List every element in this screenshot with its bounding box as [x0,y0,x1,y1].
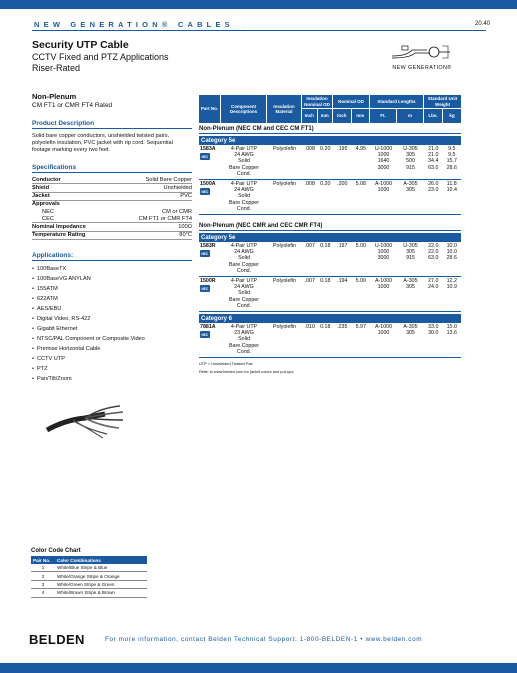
part-number [199,243,221,274]
weight-lbs-value: 21.0 [428,152,439,159]
spec-value: PVC [180,193,192,200]
spec-row [32,208,192,215]
weight-lbs-value: 63.0 [428,255,439,262]
weight-kg [443,181,462,212]
rows-container [199,323,461,358]
part-number [199,324,221,355]
list-item: • NTSC/PAL Component or Composite Video [32,334,192,344]
od-mm: 0.18 [320,324,331,331]
table-row [199,242,461,277]
spec-key: Conductor [32,176,61,183]
insulation-material: Polyolefin [273,278,296,285]
description-line: Cond. [236,348,252,355]
length-ft [370,146,397,177]
unit-header: Ft. [370,109,397,123]
rows-container [199,277,461,312]
list-item: • Gigabit Ethernet [32,324,192,334]
weight-lbs-value: 21.0 [428,146,439,152]
standard-lengths [370,146,424,177]
nominal-od [333,324,370,355]
nec-badge: NEC [201,332,209,337]
length-m-value: 305 [406,249,415,256]
color-combo: White/Brown Stripe & Brown [55,589,147,597]
rows-container [199,242,461,277]
col-header: Standard Lengths [370,95,423,109]
insulation-od [302,324,333,355]
weight-kg-value: 11.8 [446,181,457,188]
length-ft [370,243,397,274]
weight-kg [443,278,462,309]
weight-kg [443,146,462,177]
od-mm: 0.18 [320,278,331,285]
category-bar: Category 5e [199,136,461,145]
product-table [199,95,461,374]
length-m [397,324,424,355]
cable-graphic-icon [382,42,462,64]
part-number [199,181,221,212]
brand-line: NEW GENERATION® CABLES [34,20,234,29]
od-inch: .007 [304,243,315,250]
weight-lbs-value: 24.0 [428,284,439,291]
od-mm: 0.20 [320,181,331,188]
length-ft-value: 1640 [377,158,390,165]
insulation-od [302,146,333,177]
description-line: Bare Copper [228,199,260,206]
length-ft-value: A-1000 [374,181,393,188]
list-item: • Pan/Tilt/Zoom [32,374,192,384]
unit-header: m [407,113,412,119]
nominal-od [333,243,370,274]
list-item: • Digital Video, RS-422 [32,314,192,324]
table-row [199,323,461,358]
weight-lbs-value: 22.0 [428,243,439,250]
spec-value [112,200,192,208]
weight-lbs [424,146,443,177]
spec-row [32,223,192,231]
length-m-value: 305 [406,187,415,194]
table-row [31,589,147,597]
product-description-section [32,120,192,154]
component-description [221,278,267,309]
part-number-text: 1583A [200,146,216,152]
weight-kg [443,243,462,274]
new-generation-logo [382,42,462,71]
spec-row [32,184,192,192]
rows-container [199,180,461,215]
color-code-chart [31,548,147,598]
belden-logo: BELDEN [29,632,85,647]
component-description [221,146,267,177]
category-bar: Category 6 [199,314,461,323]
description-line: Bare Copper [228,164,260,171]
table-row [199,145,461,180]
category-bar: Category 5e [199,233,461,242]
description-line: 4-Pair UTP [230,278,258,285]
length-ft-value: 1000 [377,330,390,337]
insulation-material: Polyolefin [273,146,296,152]
col-header: Pair No. [31,556,55,564]
length-m-value: 305 [406,330,415,337]
group-title: Non-Plenum (NEC CM and CEC CM FT1) [199,126,461,134]
list-item: • 100BaseTX [32,264,192,274]
description-line: 4-Pair UTP [230,181,258,188]
length-m-value: 915 [406,255,415,262]
length-m-value: 915 [406,164,415,171]
standard-lengths [370,324,424,355]
product-table-header [199,95,461,123]
description-line: Solid [238,158,250,165]
description-line: 4-Pair UTP [230,146,258,152]
specifications-table [32,176,192,240]
col-header: Color Combinations [55,556,147,564]
description-line: Bare Copper [228,342,260,349]
od-mm: 4.95 [355,146,366,152]
subtitle-line: Riser-Rated [32,63,81,73]
description-line: 23 AWG [234,330,254,337]
page-subtitle [32,52,169,74]
description-line: Cond. [236,205,252,212]
nec-badge: NEC [201,286,209,291]
description-line: Bare Copper [228,296,260,303]
pair-number: 3 [31,580,55,588]
col-header-group [424,95,461,123]
length-m-value: 305 [406,152,415,159]
table-row [199,277,461,312]
col-header: Part No. [199,95,221,123]
length-ft-value: 3000 [377,255,390,262]
weight-lbs-value: 23.0 [428,187,439,194]
spec-row [32,231,192,239]
color-combo: White/Blue Stripe & Blue [55,564,147,572]
product-description-text: Solid bare copper conductors, unshielded twisted pairs, polyolefin insulation, PVC jacket with rip cord. Sequential footage marking every two feet. [32,133,173,154]
spec-key: Jacket [32,193,50,200]
description-line: Cond. [236,170,252,177]
part-number-text: 1500R [200,278,216,285]
component-description [221,324,267,355]
part-number [199,278,221,309]
col-header-group [302,95,333,123]
length-ft-value: 1000 [377,249,390,256]
spec-row [32,192,192,200]
weight-lbs [424,181,443,212]
length-ft-value: U-1000 [374,146,393,152]
length-m-value: U-305 [403,146,418,152]
length-ft-value: A-1000 [374,278,393,285]
weight-kg-value: 28.6 [446,255,457,262]
standard-lengths [370,181,424,212]
weight-kg-value: 9.5 [448,152,456,159]
list-item: • AES/EBU [32,304,192,314]
section-heading: Applications: [32,252,192,261]
rows-container [199,145,461,180]
logo-text: NEW GENERATION® [392,65,452,71]
nec-badge: NEC [201,189,209,194]
length-ft-value: 3000 [377,164,390,171]
page-title: Security UTP Cable [32,39,129,51]
weight-kg-value: 15.7 [446,158,457,165]
pair-number: 1 [31,564,55,572]
spec-key: Nominal Impedance [32,224,86,230]
spec-key: Shield [32,185,50,192]
color-combo: White/Green Stripe & Green [55,580,147,588]
weight-kg-value: 10.0 [446,249,457,256]
part-number-text: 1583R [200,243,216,250]
nominal-od [333,278,370,309]
weight-lbs [424,324,443,355]
list-item: • 155ATM [32,284,192,294]
length-m-value: A-305 [403,278,418,285]
length-m-value: A-305 [403,324,418,331]
spec-key: NEC [42,208,55,215]
insulation-od [302,278,333,309]
od-mm: 5.00 [355,278,366,285]
weight-lbs-value: 33.0 [428,324,439,331]
unit-header: Inch [333,109,352,123]
unit-weight [424,146,461,177]
length-m [397,181,424,212]
unit-weight [424,278,461,309]
nonplenum-rating: CM FT1 or CMR FT4 Rated [32,102,113,109]
weight-lbs-value: 27.0 [428,278,439,285]
cable-photo-icon [45,400,125,440]
unit-header: mm [320,113,329,119]
weight-kg-value: 9.5 [448,146,456,152]
weight-kg-value: 10.4 [446,187,457,194]
weight-lbs [424,278,443,309]
od-inch: .197 [337,243,348,250]
section-heading: Specifications [32,164,192,173]
weight-lbs-value: 22.0 [428,249,439,256]
spec-value: CM or CMR [161,208,192,215]
insulation-material: Polyolefin [273,324,296,331]
list-item: • Premise Horizontal Cable [32,344,192,354]
color-code-heading: Color Code Chart [31,548,81,554]
description-line: 24 AWG [234,249,254,256]
unit-header: Inch [302,109,318,123]
weight-kg-value: 28.6 [446,164,457,171]
applications-list [32,264,192,384]
od-inch: .235 [337,324,348,331]
specifications-section [32,164,192,240]
table-row [31,580,147,588]
description-line: 4-Pair UTP [230,243,258,250]
weight-lbs-value: 30.0 [428,330,439,337]
unit-header: mm [356,113,365,119]
od-inch: .008 [304,146,315,152]
section-heading: Product Description [32,120,192,129]
color-combo: White/Orange Stripe & Orange [55,572,147,580]
length-ft-value: U-1000 [374,243,393,250]
od-inch: .008 [304,181,315,188]
pair-number: 4 [31,589,55,597]
pair-number: 2 [31,572,55,580]
col-header: Standard Unit Weight [424,95,461,109]
od-inch: .007 [304,278,315,285]
standard-lengths [370,243,424,274]
col-header: Component Descriptions [221,95,267,123]
col-header: Insulation Nominal OD [302,95,332,109]
od-mm: 5.97 [355,324,366,331]
list-item: • PTZ [32,364,192,374]
od-inch: .010 [304,324,315,331]
list-item: • CCTV UTP [32,354,192,364]
description-line: 24 AWG [234,187,254,194]
description-line: 24 AWG [234,152,254,159]
bottom-accent-bar [0,663,517,673]
component-description [221,243,267,274]
spec-key: Temperature Rating [32,232,86,239]
unit-header: Lbs. [424,109,443,123]
part-number-text: 1500A [200,181,216,188]
insulation-material: Polyolefin [273,181,296,188]
color-code-table [31,556,147,598]
col-header-group [333,95,370,123]
left-column [32,92,192,384]
length-ft [370,278,397,309]
spec-value: Solid Bare Copper [145,176,192,183]
length-m-value: U-305 [403,243,418,250]
weight-lbs [424,243,443,274]
length-ft-value: 1000 [377,152,390,159]
od-mm: 0.18 [320,243,331,250]
spec-row [32,215,192,223]
spec-row [32,200,192,208]
group-title: Non-Plenum (NEC CMR and CEC CMR FT4) [199,223,461,231]
table-footnote: Refer to www.belden.com for jacket colors and put-ups. [199,369,295,375]
nec-badge: NEC [201,251,209,256]
description-line: 4-Pair UTP [230,324,258,331]
length-m [397,278,424,309]
top-accent-bar [0,0,517,9]
od-mm: 5.08 [355,181,366,188]
insulation-od [302,181,333,212]
page-number: 20.40 [475,21,491,27]
length-ft-value: 1000 [377,284,390,291]
subtitle-line: CCTV Fixed and PTZ Applications [32,52,169,62]
description-line: Bare Copper [228,261,260,268]
spec-key: CEC [42,215,55,222]
part-number [199,146,221,177]
od-inch: .195 [337,146,348,152]
spec-key: Approvals [32,201,60,208]
description-line: Cond. [236,267,252,274]
unit-header: kg [449,113,455,119]
weight-lbs-value: 26.0 [428,181,439,188]
list-item: • 622ATM [32,294,192,304]
length-m [397,243,424,274]
weight-kg-value: 15.0 [446,324,457,331]
nec-badge: NEC [201,154,209,159]
table-row [31,572,147,580]
length-ft [370,324,397,355]
footer-contact: For more information, contact Belden Technical Support: 1-800-BELDEN-1 • www.belden.com [105,636,423,643]
weight-kg-value: 13.6 [446,330,457,337]
header-rule [32,30,486,31]
length-m-value: 305 [406,284,415,291]
spec-row [32,176,192,184]
nonplenum-heading: Non-Plenum [32,92,77,101]
weight-kg-value: 12.2 [446,278,457,285]
spec-value: CM FT1 or CMR FT4 [138,215,192,222]
length-m-value: A-305 [403,181,418,188]
weight-kg [443,324,462,355]
description-line: Cond. [236,302,252,309]
od-inch: .200 [337,181,348,188]
weight-kg-value: 10.0 [446,243,457,250]
description-line: Solid [238,255,250,262]
length-ft-value: A-1000 [374,324,393,331]
unit-weight [424,181,461,212]
weight-lbs-value: 34.4 [428,158,439,165]
component-description [221,181,267,212]
insulation-material: Polyolefin [273,243,296,250]
unit-weight [424,243,461,274]
length-ft-value: 1000 [377,187,390,194]
col-header: Nominal OD [333,95,369,109]
table-row [31,564,147,572]
od-inch: .194 [337,278,348,285]
nominal-od [333,181,370,212]
applications-section [32,252,192,384]
col-header-group [370,95,424,123]
spec-value: 80°C [179,232,192,239]
spec-value: Unshielded [163,185,192,192]
description-line: Solid [238,193,250,200]
list-item: • 100BaseVG ANYLAN [32,274,192,284]
table-footnote: UTP = Unshielded Twisted Pair [199,361,253,367]
unit-weight [424,324,461,355]
od-mm: 0.20 [320,146,331,152]
length-m-value: 500 [406,158,415,165]
part-number-text: 7881A [200,324,216,331]
standard-lengths [370,278,424,309]
weight-kg-value: 10.9 [446,284,457,291]
weight-lbs-value: 63.0 [428,164,439,171]
table-row [199,180,461,215]
description-line: 24 AWG [234,284,254,291]
nominal-od [333,146,370,177]
insulation-od [302,243,333,274]
description-line: Solid [238,336,250,343]
spec-value: 100Ω [178,224,192,230]
description-line: Solid [238,290,250,297]
length-m [397,146,424,177]
length-ft [370,181,397,212]
col-header: Insulation Material [267,95,302,123]
od-mm: 5.00 [355,243,366,250]
